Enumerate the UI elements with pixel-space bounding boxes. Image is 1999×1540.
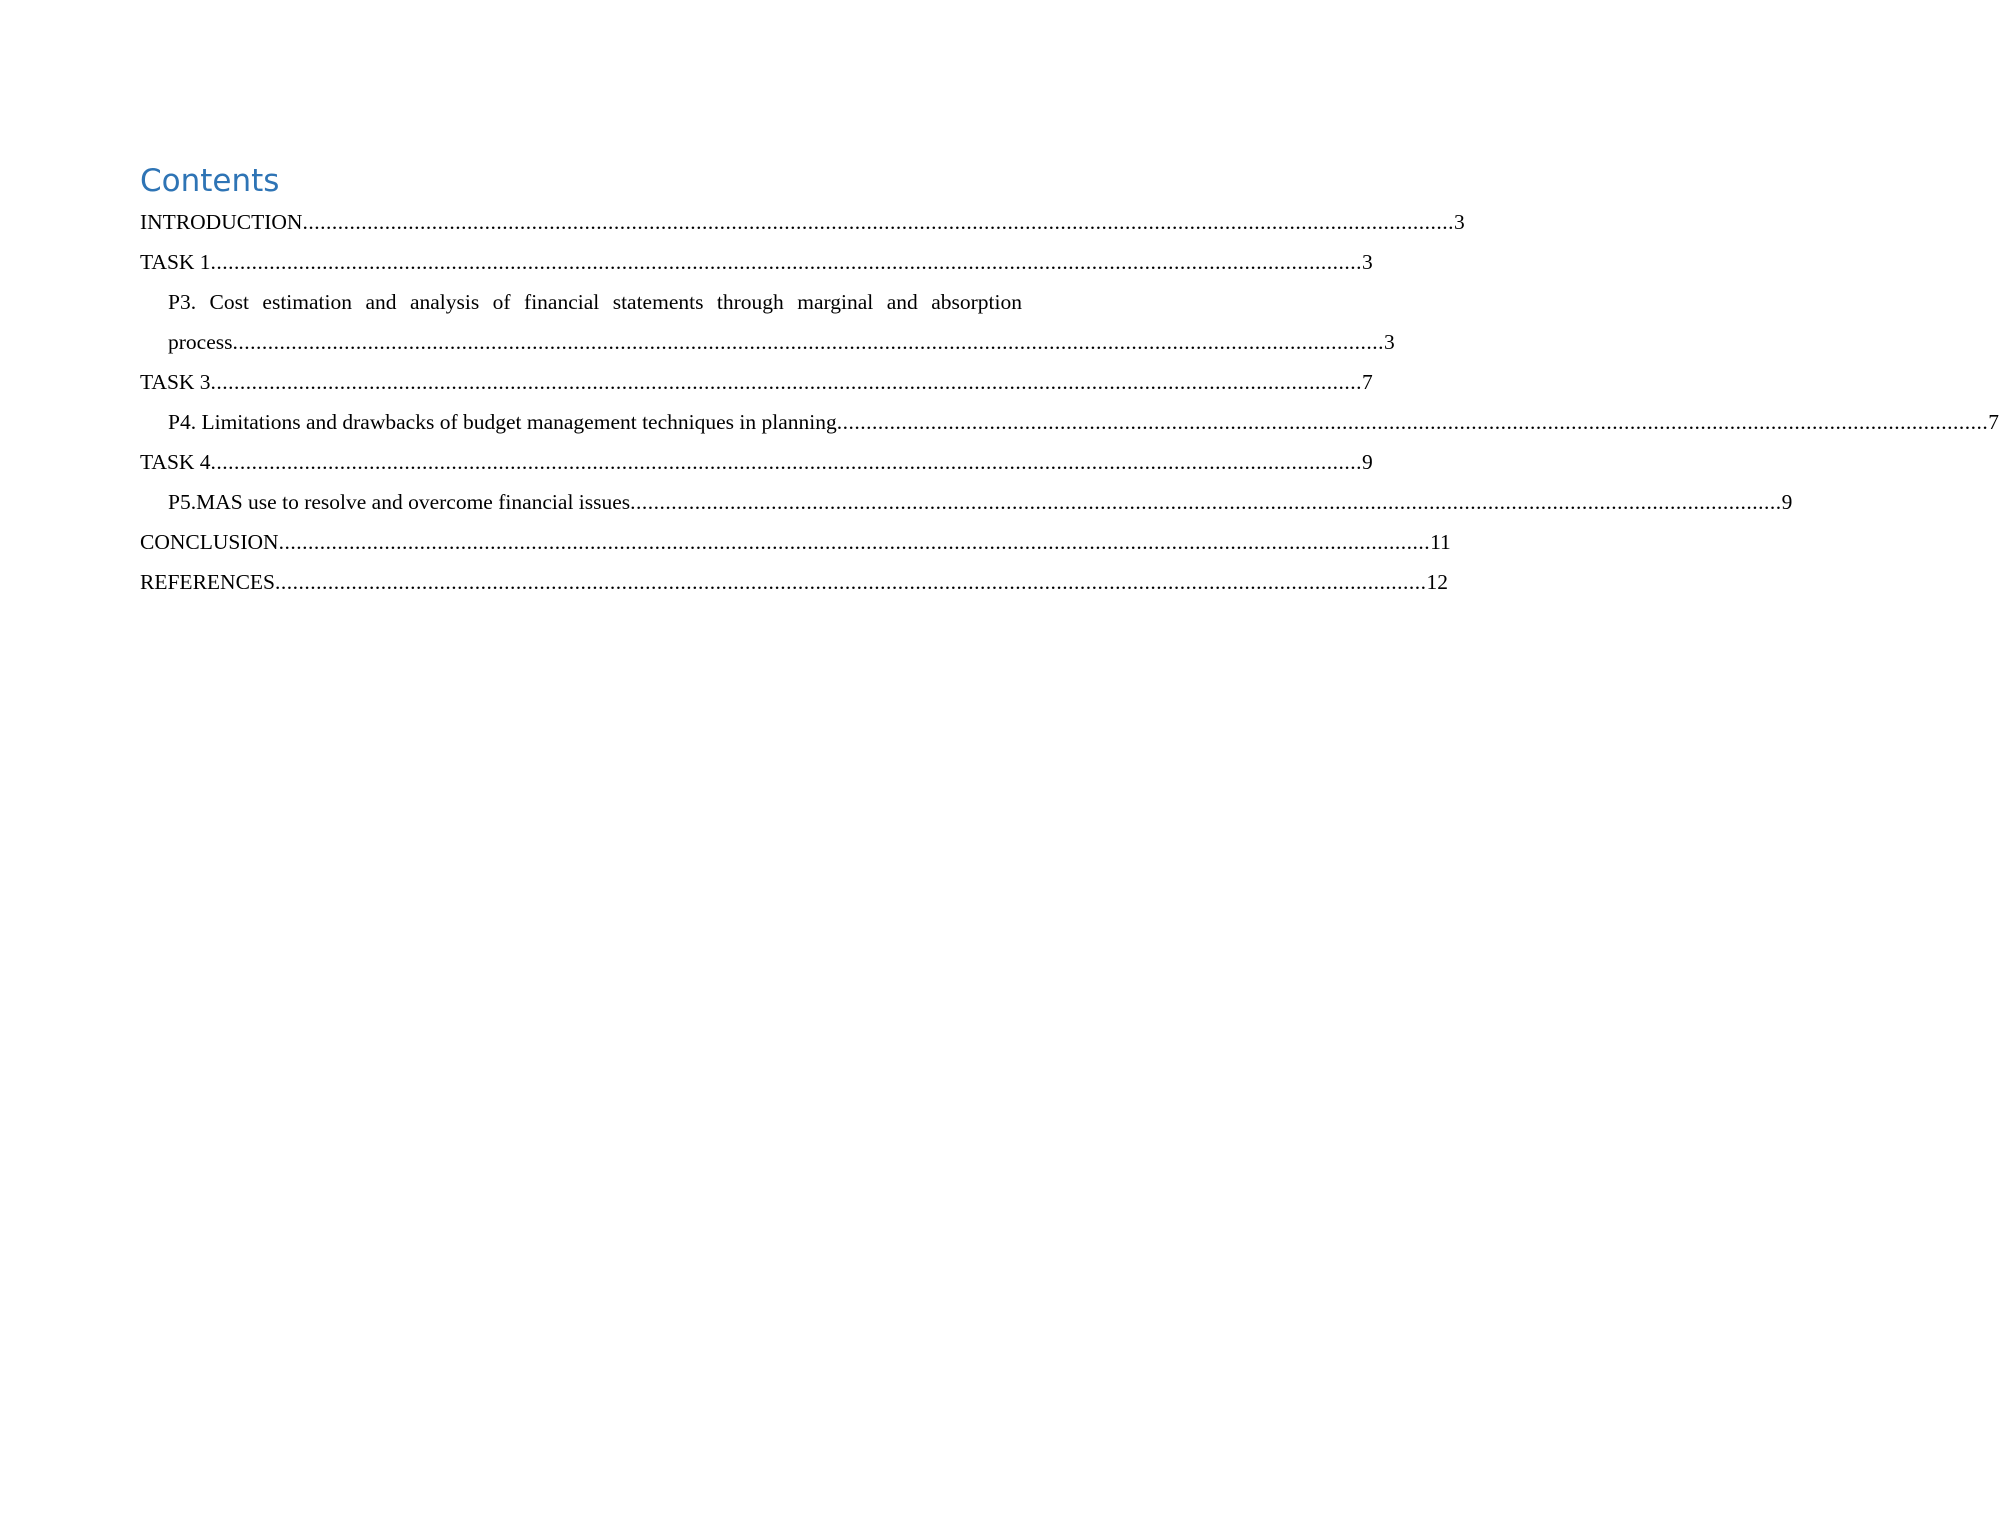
dot-leader: .................................................................................................................................................................................................... bbox=[210, 370, 1363, 394]
toc-page-number: 9 bbox=[1781, 490, 1793, 514]
toc-entry-task-4[interactable] bbox=[140, 442, 1373, 482]
dot-leader: .................................................................................................................................................................................................... bbox=[836, 410, 1989, 434]
toc-entry-p4[interactable] bbox=[168, 402, 1999, 442]
toc-entry-label: INTRODUCTION bbox=[140, 202, 302, 242]
toc-page-number: 3 bbox=[1453, 210, 1465, 234]
toc-page-number: 3 bbox=[1383, 330, 1395, 354]
dot-leader: .................................................................................................................................................................................................... bbox=[232, 330, 1384, 354]
toc-entry-label: P5.MAS use to resolve and overcome financial issues bbox=[168, 482, 630, 522]
dot-leader: .................................................................................................................................................................................................... bbox=[210, 250, 1363, 274]
dot-leader: .................................................................................................................................................................................................... bbox=[278, 530, 1431, 554]
toc-entry-label: TASK 3 bbox=[140, 362, 211, 402]
toc-entry-label: P4. Limitations and drawbacks of budget management techniques in planning bbox=[168, 402, 837, 442]
toc-page-number: 11 bbox=[1430, 530, 1451, 554]
toc-entry-references[interactable] bbox=[140, 562, 1448, 602]
toc-page-number: 3 bbox=[1362, 250, 1373, 274]
dot-leader: .................................................................................................................................................................................................... bbox=[302, 210, 1454, 234]
toc-entry-p5[interactable] bbox=[168, 482, 1793, 522]
toc-entry-p3[interactable] bbox=[168, 282, 1395, 362]
toc-entry-task-1[interactable] bbox=[140, 242, 1373, 282]
toc-title: Contents bbox=[140, 163, 280, 199]
toc-entry-task-3[interactable] bbox=[140, 362, 1373, 402]
toc-entry-label: REFERENCES bbox=[140, 562, 275, 602]
toc-page-number: 7 bbox=[1988, 410, 1999, 434]
toc-entry-label-continued: process bbox=[168, 322, 232, 362]
toc-entry-label: P3. Cost estimation and analysis of financial statements through marginal and absorption bbox=[168, 290, 1022, 314]
toc-entry-conclusion[interactable] bbox=[140, 522, 1451, 562]
toc-page-number: 12 bbox=[1426, 570, 1448, 594]
table-of-contents bbox=[140, 160, 1999, 602]
toc-page-number: 9 bbox=[1362, 450, 1373, 474]
dot-leader: .................................................................................................................................................................................................... bbox=[210, 450, 1363, 474]
toc-entry-introduction[interactable] bbox=[140, 202, 1465, 242]
dot-leader: .................................................................................................................................................................................................... bbox=[630, 490, 1782, 514]
dot-leader: .................................................................................................................................................................................................... bbox=[275, 570, 1427, 594]
toc-entry-label: TASK 1 bbox=[140, 242, 211, 282]
toc-entry-label: TASK 4 bbox=[140, 442, 211, 482]
toc-entry-label: CONCLUSION bbox=[140, 522, 279, 562]
toc-page-number: 7 bbox=[1362, 370, 1373, 394]
